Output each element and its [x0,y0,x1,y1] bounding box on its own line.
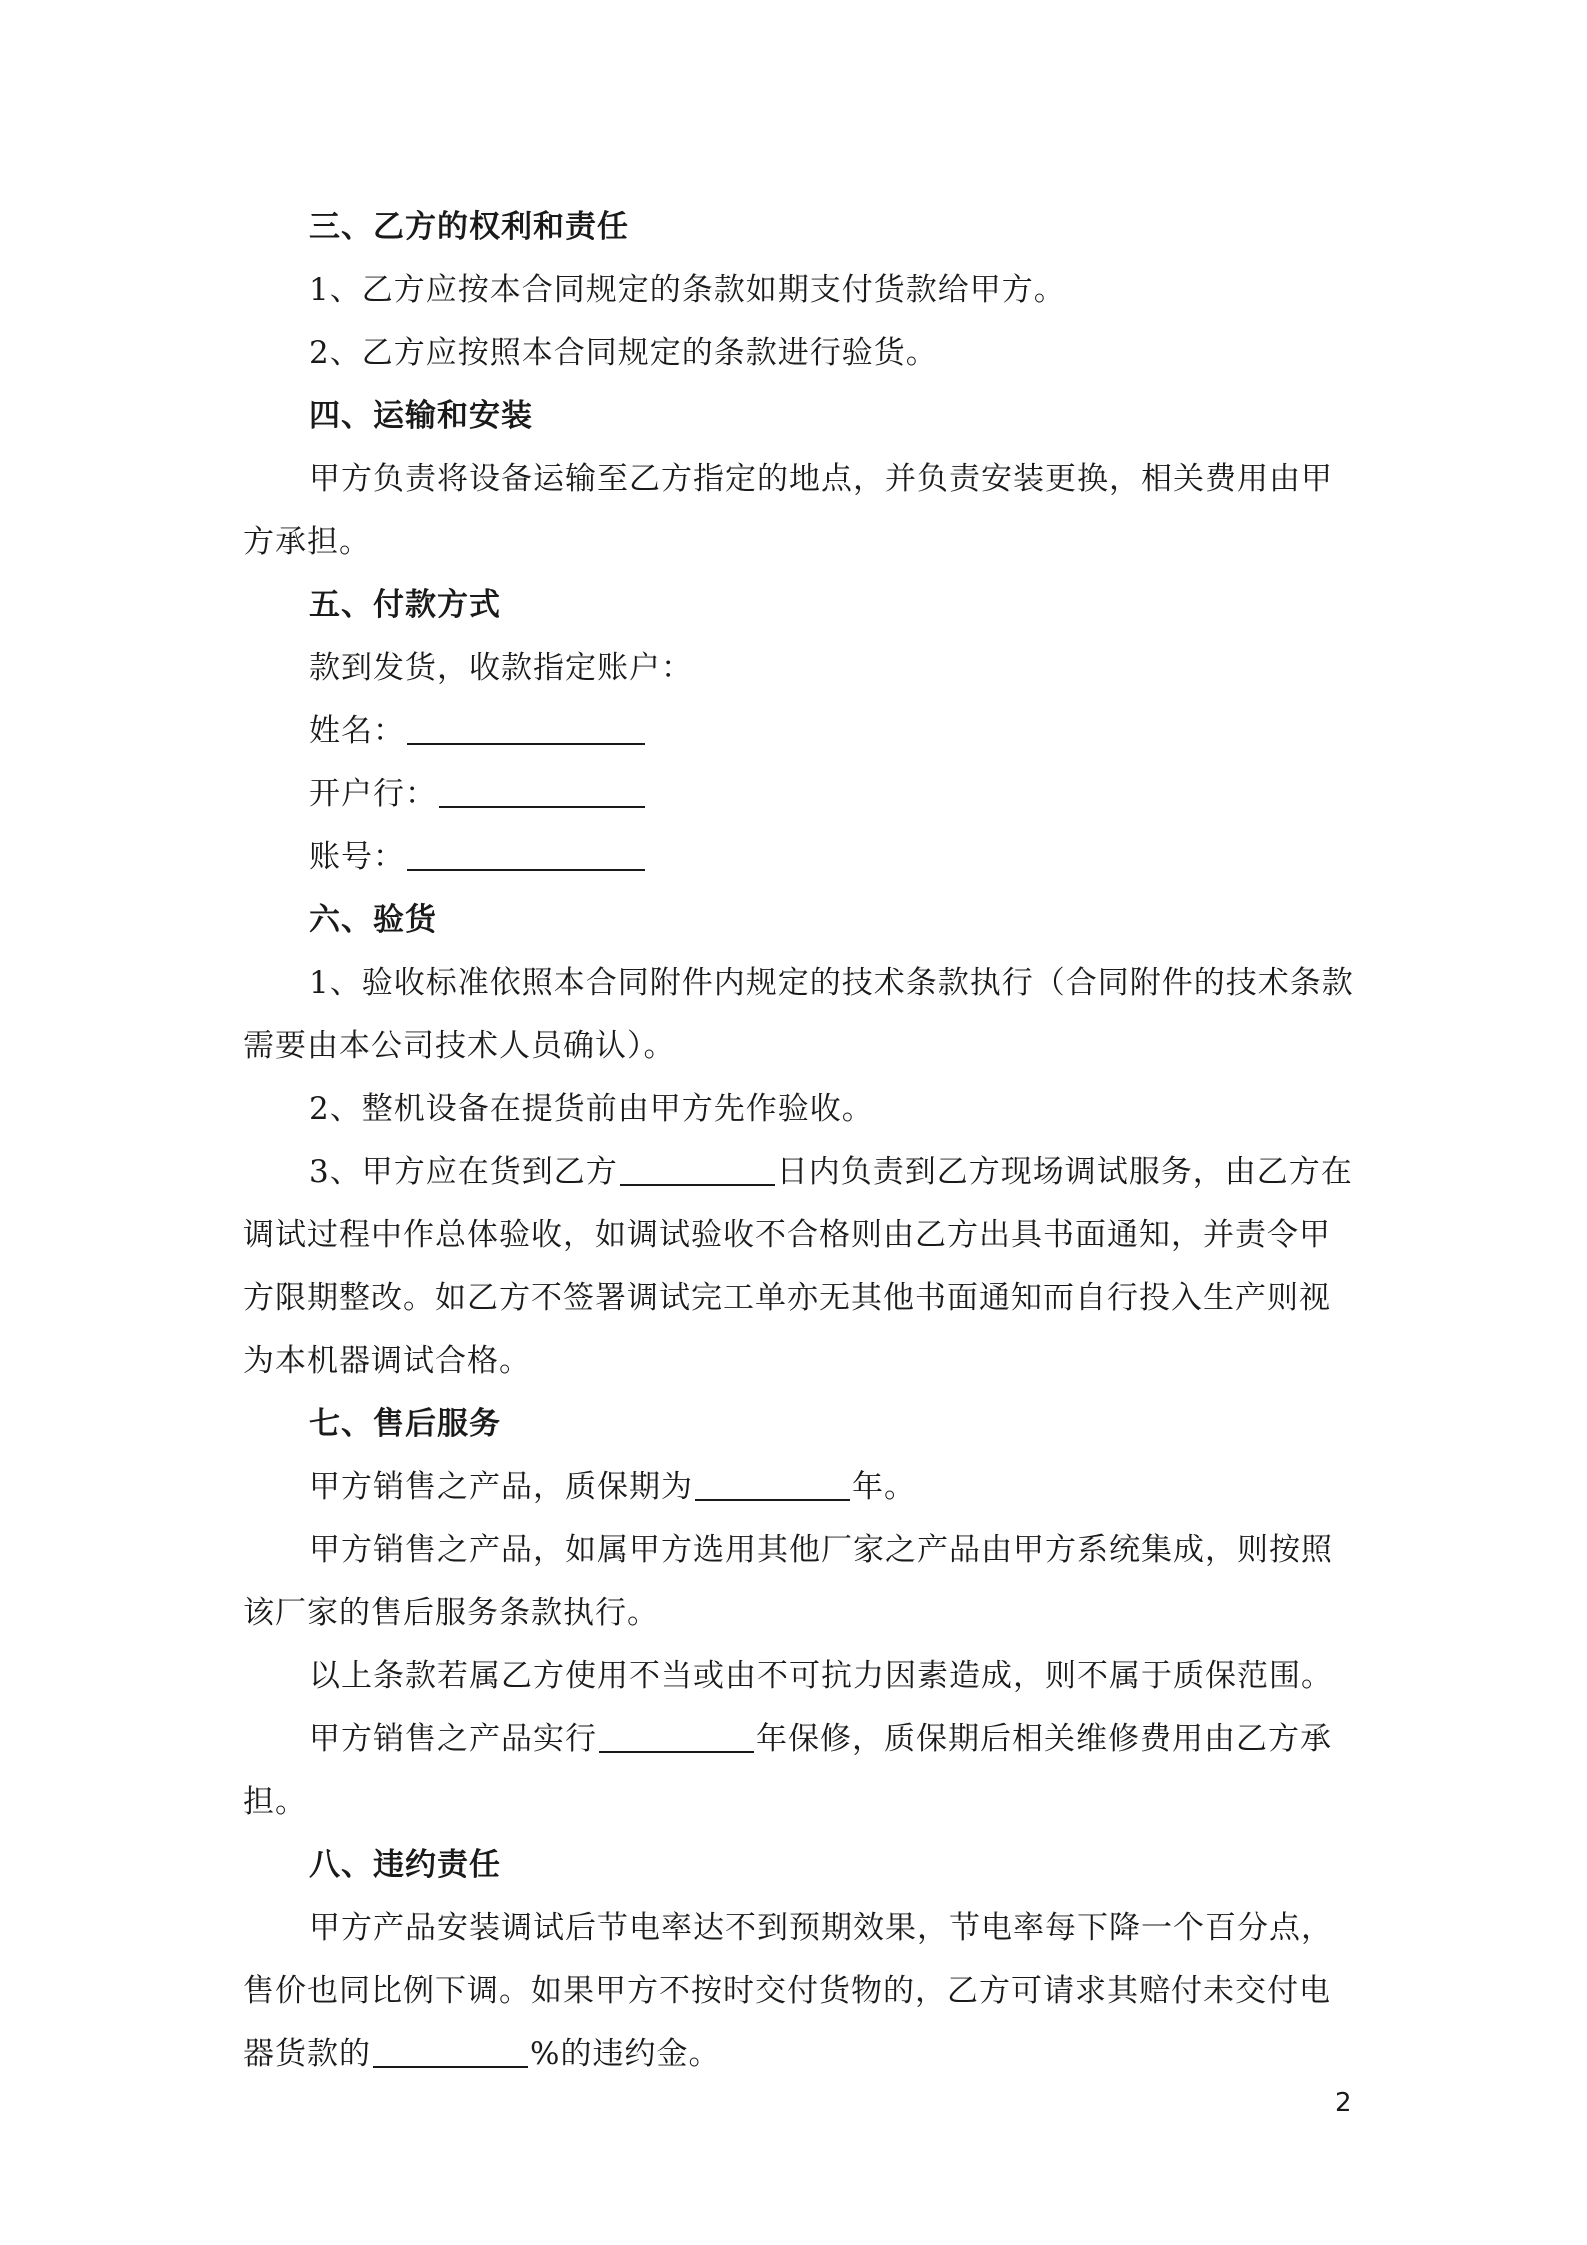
bank-line [243,763,1358,826]
section-6-item-3-end: 日内负责到乙方现场调试服务，由乙方在调试过程中作总体验收，如调试验收不合格则由乙方出具书面通知，并责令甲方限期整改。如乙方不签署调试完工单亦无其他书面通知而自行投入生产则视为本机器调试合格。 [243,1154,1353,1379]
section-8-paragraph [243,1897,1358,2086]
section-6-item-2: 2、整机设备在提货前由甲方先作验收。 [309,1091,874,1127]
section-5-intro: 款到发货，收款指定账户： [309,650,693,686]
section-7-heading: 七、售后服务 [309,1406,501,1442]
section-7-para-1-end: 年。 [852,1469,916,1505]
section-8-heading: 八、违约责任 [309,1847,501,1883]
section-6-heading: 六、验货 [309,902,437,938]
account-blank [407,839,645,871]
name-label: 姓名： [309,713,405,749]
account-line [243,826,1358,889]
days-blank [620,1154,775,1186]
section-7-para-4-end: 年保修，质保期后相关维修费用由乙方承担。 [243,1721,1332,1820]
account-label: 账号： [309,839,405,875]
section-6-item-3 [243,1141,1358,1393]
name-blank [407,713,645,745]
section-7-para-2: 甲方销售之产品，如属甲方选用其他厂家之产品由甲方系统集成，则按照该厂家的售后服务条款执行。 [243,1532,1333,1631]
section-7-para-1 [243,1456,1358,1519]
section-3-item-1: 1、乙方应按本合同规定的条款如期支付货款给甲方。 [309,272,1066,308]
section-7-para-3: 以上条款若属乙方使用不当或由不可抗力因素造成，则不属于质保范围。 [309,1658,1333,1694]
section-6-item-3-start: 3、甲方应在货到乙方 [309,1154,618,1190]
section-4-paragraph: 甲方负责将设备运输至乙方指定的地点，并负责安装更换，相关费用由甲方承担。 [243,461,1333,560]
section-7-para-4-start: 甲方销售之产品实行 [309,1721,597,1757]
warranty-years-blank [695,1469,850,1501]
name-line [243,700,1358,763]
section-4-heading: 四、运输和安装 [309,398,533,434]
section-6-item-1: 1、验收标准依照本合同附件内规定的技术条款执行（合同附件的技术条款需要由本公司技术人员确认）。 [243,965,1354,1064]
penalty-percent-blank [373,2036,528,2068]
section-7-para-1-start: 甲方销售之产品，质保期为 [309,1469,693,1505]
section-8-paragraph-start: 甲方产品安装调试后节电率达不到预期效果，节电率每下降一个百分点，售价也同比例下调。如果甲方不按时交付货物的，乙方可请求其赔付未交付电器货款的 [243,1910,1333,2072]
page-number: 2 [1335,2088,1352,2118]
section-3-heading: 三、乙方的权利和责任 [309,209,629,245]
section-7-para-4 [243,1708,1358,1834]
section-5-heading: 五、付款方式 [309,587,501,623]
section-8-paragraph-end: %的违约金。 [530,2036,721,2072]
section-3-item-2: 2、乙方应按照本合同规定的条款进行验货。 [309,335,938,371]
bank-blank [439,776,645,808]
bank-label: 开户行： [309,776,437,812]
document-body [243,196,1358,2086]
repair-years-blank [599,1721,754,1753]
